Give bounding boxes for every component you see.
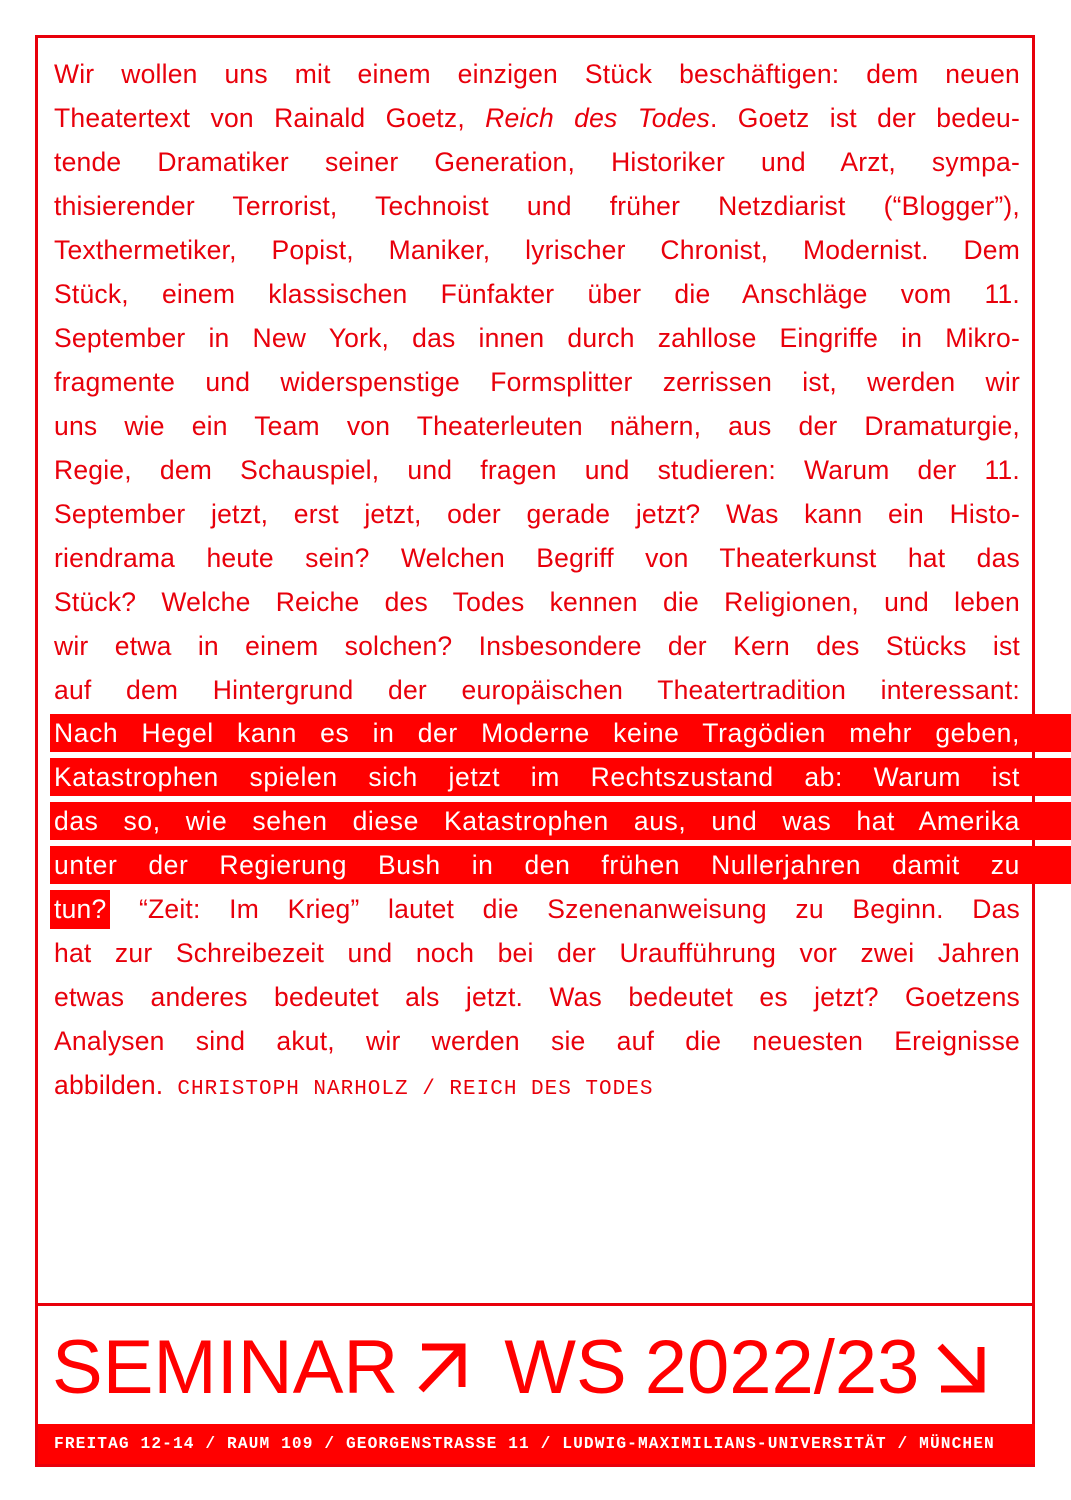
divider	[38, 1303, 1032, 1306]
text-line: thisierender Terrorist, Technoist und früher Netzdiarist (“Blogger”),	[54, 191, 1020, 221]
text-line: Wir wollen uns mit einem einzigen Stück beschäftigen: dem neuen	[54, 59, 1020, 89]
text-line: Texthermetiker, Popist, Maniker, lyrischer Chronist, Modernist. Dem	[54, 235, 1020, 265]
text-line: wir etwa in einem solchen? Insbesondere der Kern des Stücks ist	[54, 631, 1020, 661]
title-seminar: SEMINAR	[52, 1325, 399, 1410]
attribution: CHRISTOPH NARHOLZ / REICH DES TODES	[177, 1078, 654, 1101]
highlighted-line: Katastrophen spielen sich jetzt im Rechtszustand ab: Warum ist	[54, 762, 1020, 792]
title-year: 2022/23	[644, 1325, 920, 1410]
arrow-up-right-icon	[416, 1341, 468, 1397]
text-line: etwas anderes bedeutet als jetzt. Was bedeutet es jetzt? Goetzens	[54, 982, 1020, 1012]
seminar-title	[52, 1320, 1022, 1416]
text-line: Stück? Welche Reiche des Todes kennen die Religionen, und leben	[54, 587, 1020, 617]
text-line: Stück, einem klassischen Fünfakter über die Anschläge vom 11.	[54, 279, 1020, 309]
text-line: hat zur Schreibezeit und noch bei der Uraufführung vor zwei Jahren	[54, 938, 1020, 968]
text-line: Analysen sind akut, wir werden sie auf die neuesten Ereignisse	[54, 1026, 1020, 1056]
footer-info-bar: FREITAG 12-14 / RAUM 109 / GEORGENSTRASSE 11 / LUDWIG-MAXIMILIANS-UNIVERSITÄT / MÜNCHEN	[38, 1424, 1035, 1464]
seminar-description	[54, 52, 1020, 712]
title-semester: WS	[504, 1325, 627, 1410]
text-line: September jetzt, erst jetzt, oder gerade jetzt? Was kann ein Histo-	[54, 499, 1020, 529]
text-line: uns wie ein Team von Theaterleuten nähern, aus der Dramaturgie,	[54, 411, 1020, 441]
highlighted-line: das so, wie sehen diese Katastrophen aus, und was hat Amerika	[54, 806, 1020, 836]
highlighted-word: tun?	[50, 890, 110, 929]
text-line: fragmente und widerspenstige Formsplitter zerrissen ist, werden wir	[54, 367, 1020, 397]
play-title: Reich des Todes	[485, 103, 710, 133]
text-line	[54, 1063, 1020, 1107]
text-line: September in New York, das innen durch zahllose Eingriffe in Mikro-	[54, 323, 1020, 353]
text-line: tun? “Zeit: Im Krieg” lautet die Szenenanweisung zu Beginn. Das	[54, 887, 1020, 931]
highlighted-line: unter der Regierung Bush in den frühen Nullerjahren damit zu	[54, 850, 1020, 880]
text-line: Regie, dem Schauspiel, und fragen und studieren: Warum der 11.	[54, 455, 1020, 485]
text-line: Theatertext von Rainald Goetz, Reich des Todes. Goetz ist der bedeu-	[54, 103, 1020, 133]
text-line: tende Dramatiker seiner Generation, Historiker und Arzt, sympa-	[54, 147, 1020, 177]
text-line: riendrama heute sein? Welchen Begriff von Theaterkunst hat das	[54, 543, 1020, 573]
arrow-down-right-icon	[935, 1341, 987, 1397]
text-line: auf dem Hintergrund der europäischen Theatertradition interessant:	[54, 675, 1020, 705]
highlighted-line: Nach Hegel kann es in der Moderne keine Tragödien mehr geben,	[54, 718, 1020, 748]
seminar-description-continued	[54, 887, 1020, 1107]
final-word: abbilden.	[54, 1070, 164, 1100]
